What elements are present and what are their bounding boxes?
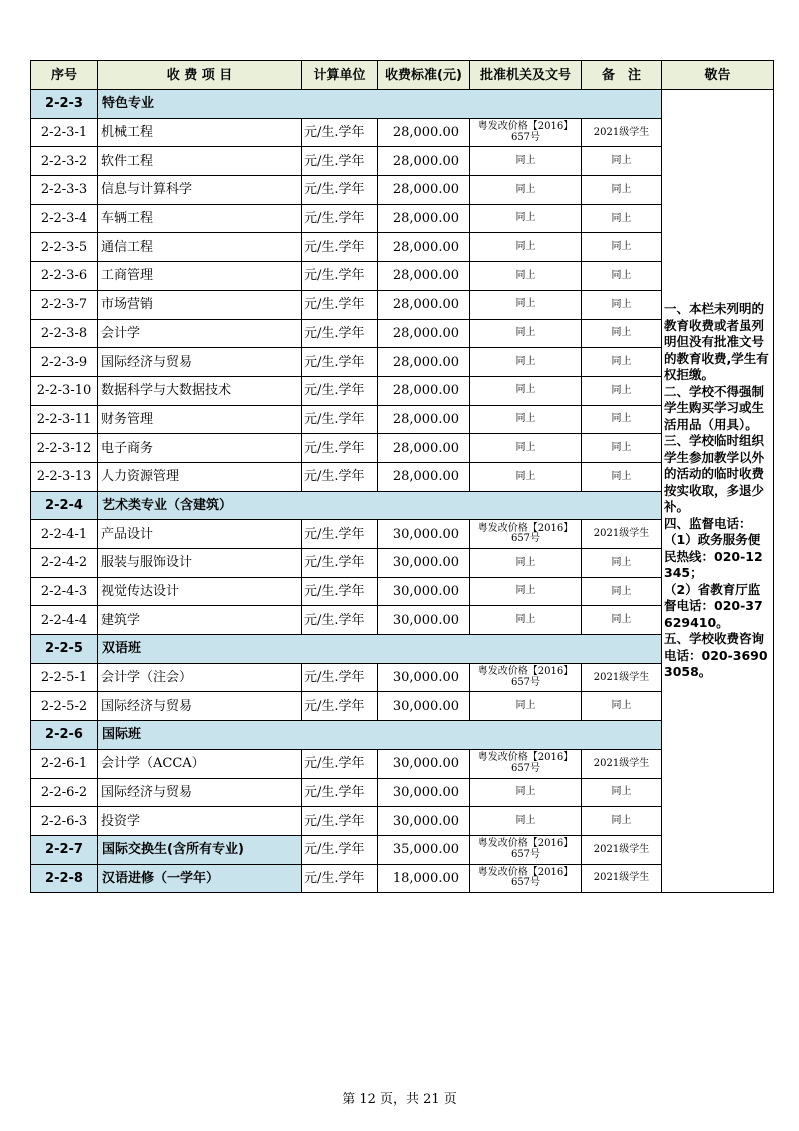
approval-doc-cell: 同上	[470, 176, 582, 205]
item-number: 2-2-3-3	[31, 176, 98, 205]
header-item: 收 费 项 目	[98, 61, 302, 90]
note-cell: 同上	[582, 549, 662, 578]
unit-cell: 元/生.学年	[302, 376, 378, 405]
fee-cell: 28,000.00	[378, 319, 470, 348]
unit-cell: 元/生.学年	[302, 262, 378, 291]
section-row	[31, 90, 774, 119]
notice-line: 五、学校收费咨询电话：020-36903058。	[664, 631, 768, 680]
section-title: 特色专业	[98, 90, 662, 119]
fee-cell: 30,000.00	[378, 549, 470, 578]
approval-doc-cell: 粤发改价格【2016】657号	[470, 118, 582, 147]
item-name: 会计学	[98, 319, 302, 348]
fee-cell: 28,000.00	[378, 405, 470, 434]
item-number: 2-2-6-2	[31, 778, 98, 807]
note-cell: 同上	[582, 778, 662, 807]
note-cell: 同上	[582, 290, 662, 319]
note-cell: 同上	[582, 147, 662, 176]
item-number: 2-2-5-2	[31, 692, 98, 721]
unit-cell: 元/生.学年	[302, 462, 378, 491]
section-number: 2-2-6	[31, 721, 98, 750]
section-title: 汉语进修（一学年）	[98, 864, 302, 893]
fee-cell: 35,000.00	[378, 835, 470, 864]
section-title: 国际交换生(含所有专业)	[98, 835, 302, 864]
item-name: 财务管理	[98, 405, 302, 434]
item-name: 产品设计	[98, 520, 302, 549]
fee-cell: 30,000.00	[378, 577, 470, 606]
approval-doc-cell: 同上	[470, 462, 582, 491]
approval-doc-cell: 同上	[470, 348, 582, 377]
notice-line: （1）政务服务便民热线：020-12345；	[664, 532, 763, 581]
notice-line: 四、监督电话：	[664, 515, 752, 531]
approval-doc-cell: 粤发改价格【2016】657号	[470, 520, 582, 549]
header-unit: 计算单位	[302, 61, 378, 90]
header-note: 备 注	[582, 61, 662, 90]
approval-doc-cell: 同上	[470, 606, 582, 635]
item-number: 2-2-3-8	[31, 319, 98, 348]
table-header-row	[31, 61, 774, 90]
section-number: 2-2-8	[31, 864, 98, 893]
unit-cell: 元/生.学年	[302, 176, 378, 205]
note-cell: 同上	[582, 434, 662, 463]
approval-doc-cell: 同上	[470, 807, 582, 836]
fee-cell: 28,000.00	[378, 262, 470, 291]
unit-cell: 元/生.学年	[302, 147, 378, 176]
approval-doc-cell: 同上	[470, 577, 582, 606]
unit-cell: 元/生.学年	[302, 778, 378, 807]
section-number: 2-2-5	[31, 635, 98, 664]
unit-cell: 元/生.学年	[302, 864, 378, 893]
item-name: 软件工程	[98, 147, 302, 176]
approval-doc-cell: 粤发改价格【2016】657号	[470, 835, 582, 864]
note-cell: 2021级学生	[582, 864, 662, 893]
item-name: 国际经济与贸易	[98, 692, 302, 721]
item-number: 2-2-4-3	[31, 577, 98, 606]
item-name: 通信工程	[98, 233, 302, 262]
item-name: 人力资源管理	[98, 462, 302, 491]
fee-cell: 30,000.00	[378, 749, 470, 778]
item-number: 2-2-4-4	[31, 606, 98, 635]
fee-cell: 30,000.00	[378, 807, 470, 836]
item-name: 机械工程	[98, 118, 302, 147]
item-number: 2-2-3-10	[31, 376, 98, 405]
note-cell: 2021级学生	[582, 520, 662, 549]
item-number: 2-2-3-13	[31, 462, 98, 491]
note-cell: 同上	[582, 606, 662, 635]
approval-doc-cell: 粤发改价格【2016】657号	[470, 864, 582, 893]
item-number: 2-2-3-2	[31, 147, 98, 176]
fee-cell: 28,000.00	[378, 204, 470, 233]
item-number: 2-2-5-1	[31, 663, 98, 692]
item-name: 会计学（ACCA）	[98, 749, 302, 778]
item-number: 2-2-3-1	[31, 118, 98, 147]
notice-line: 一、本栏未列明的教育收费或者虽列明但没有批准文号的教育收费,学生有权拒缴。	[664, 301, 769, 383]
fee-cell: 30,000.00	[378, 520, 470, 549]
item-name: 服装与服饰设计	[98, 549, 302, 578]
unit-cell: 元/生.学年	[302, 233, 378, 262]
approval-doc-cell: 同上	[470, 778, 582, 807]
item-name: 国际经济与贸易	[98, 778, 302, 807]
notice-line: 三、学校临时组织学生参加教学以外的活动的临时收费按实收取，多退少补。	[664, 433, 765, 515]
approval-doc-cell: 同上	[470, 290, 582, 319]
fee-cell: 30,000.00	[378, 692, 470, 721]
unit-cell: 元/生.学年	[302, 835, 378, 864]
note-cell: 同上	[582, 405, 662, 434]
note-cell: 同上	[582, 176, 662, 205]
item-name: 会计学（注会）	[98, 663, 302, 692]
item-number: 2-2-3-4	[31, 204, 98, 233]
note-cell: 同上	[582, 204, 662, 233]
header-notice: 敬告	[662, 61, 774, 90]
fee-cell: 30,000.00	[378, 778, 470, 807]
item-number: 2-2-6-1	[31, 749, 98, 778]
item-number: 2-2-3-11	[31, 405, 98, 434]
unit-cell: 元/生.学年	[302, 348, 378, 377]
approval-doc-cell: 同上	[470, 233, 582, 262]
approval-doc-cell: 粤发改价格【2016】657号	[470, 663, 582, 692]
section-number: 2-2-3	[31, 90, 98, 119]
fee-cell: 28,000.00	[378, 118, 470, 147]
header-doc: 批准机关及文号	[470, 61, 582, 90]
item-number: 2-2-3-6	[31, 262, 98, 291]
note-cell: 同上	[582, 376, 662, 405]
item-number: 2-2-4-2	[31, 549, 98, 578]
item-number: 2-2-6-3	[31, 807, 98, 836]
section-title: 艺术类专业（含建筑）	[98, 491, 662, 520]
note-cell: 同上	[582, 233, 662, 262]
fee-table	[30, 60, 774, 893]
note-cell: 2021级学生	[582, 118, 662, 147]
item-name: 车辆工程	[98, 204, 302, 233]
section-number: 2-2-4	[31, 491, 98, 520]
fee-cell: 28,000.00	[378, 233, 470, 262]
notice-line: （2）省教育厅监督电话：020-37629410。	[664, 581, 763, 630]
fee-cell: 28,000.00	[378, 290, 470, 319]
note-cell: 同上	[582, 262, 662, 291]
approval-doc-cell: 同上	[470, 376, 582, 405]
unit-cell: 元/生.学年	[302, 290, 378, 319]
unit-cell: 元/生.学年	[302, 549, 378, 578]
header-no: 序号	[31, 61, 98, 90]
approval-doc-cell: 同上	[470, 692, 582, 721]
approval-doc-cell: 同上	[470, 434, 582, 463]
item-number: 2-2-3-7	[31, 290, 98, 319]
unit-cell: 元/生.学年	[302, 663, 378, 692]
fee-cell: 28,000.00	[378, 462, 470, 491]
note-cell: 同上	[582, 462, 662, 491]
item-name: 信息与计算科学	[98, 176, 302, 205]
approval-doc-cell: 同上	[470, 262, 582, 291]
fee-cell: 28,000.00	[378, 348, 470, 377]
item-name: 市场营销	[98, 290, 302, 319]
unit-cell: 元/生.学年	[302, 520, 378, 549]
unit-cell: 元/生.学年	[302, 319, 378, 348]
unit-cell: 元/生.学年	[302, 204, 378, 233]
approval-doc-cell: 同上	[470, 204, 582, 233]
item-number: 2-2-4-1	[31, 520, 98, 549]
note-cell: 同上	[582, 807, 662, 836]
table-body	[31, 90, 774, 893]
fee-cell: 30,000.00	[378, 663, 470, 692]
item-number: 2-2-3-5	[31, 233, 98, 262]
section-title: 国际班	[98, 721, 662, 750]
fee-cell: 30,000.00	[378, 606, 470, 635]
notice-column	[662, 90, 774, 893]
note-cell: 2021级学生	[582, 749, 662, 778]
item-number: 2-2-3-9	[31, 348, 98, 377]
note-cell: 同上	[582, 692, 662, 721]
unit-cell: 元/生.学年	[302, 692, 378, 721]
unit-cell: 元/生.学年	[302, 434, 378, 463]
section-title: 双语班	[98, 635, 662, 664]
section-number: 2-2-7	[31, 835, 98, 864]
fee-cell: 18,000.00	[378, 864, 470, 893]
approval-doc-cell: 同上	[470, 549, 582, 578]
note-cell: 同上	[582, 348, 662, 377]
fee-cell: 28,000.00	[378, 434, 470, 463]
unit-cell: 元/生.学年	[302, 118, 378, 147]
approval-doc-cell: 同上	[470, 319, 582, 348]
approval-doc-cell: 粤发改价格【2016】657号	[470, 749, 582, 778]
approval-doc-cell: 同上	[470, 147, 582, 176]
fee-cell: 28,000.00	[378, 147, 470, 176]
note-cell: 2021级学生	[582, 835, 662, 864]
item-name: 电子商务	[98, 434, 302, 463]
unit-cell: 元/生.学年	[302, 405, 378, 434]
unit-cell: 元/生.学年	[302, 577, 378, 606]
item-name: 视觉传达设计	[98, 577, 302, 606]
page-footer: 第 12 页，共 21 页	[342, 1092, 457, 1107]
notice-line: 二、学校不得强制学生购买学习或生活用品（用具）。	[664, 383, 765, 432]
note-cell: 2021级学生	[582, 663, 662, 692]
unit-cell: 元/生.学年	[302, 807, 378, 836]
note-cell: 同上	[582, 319, 662, 348]
item-name: 建筑学	[98, 606, 302, 635]
note-cell: 同上	[582, 577, 662, 606]
item-name: 投资学	[98, 807, 302, 836]
unit-cell: 元/生.学年	[302, 606, 378, 635]
fee-cell: 28,000.00	[378, 376, 470, 405]
item-name: 数据科学与大数据技术	[98, 376, 302, 405]
approval-doc-cell: 同上	[470, 405, 582, 434]
unit-cell: 元/生.学年	[302, 749, 378, 778]
item-name: 工商管理	[98, 262, 302, 291]
item-name: 国际经济与贸易	[98, 348, 302, 377]
fee-cell: 28,000.00	[378, 176, 470, 205]
item-number: 2-2-3-12	[31, 434, 98, 463]
header-fee: 收费标准(元)	[378, 61, 470, 90]
